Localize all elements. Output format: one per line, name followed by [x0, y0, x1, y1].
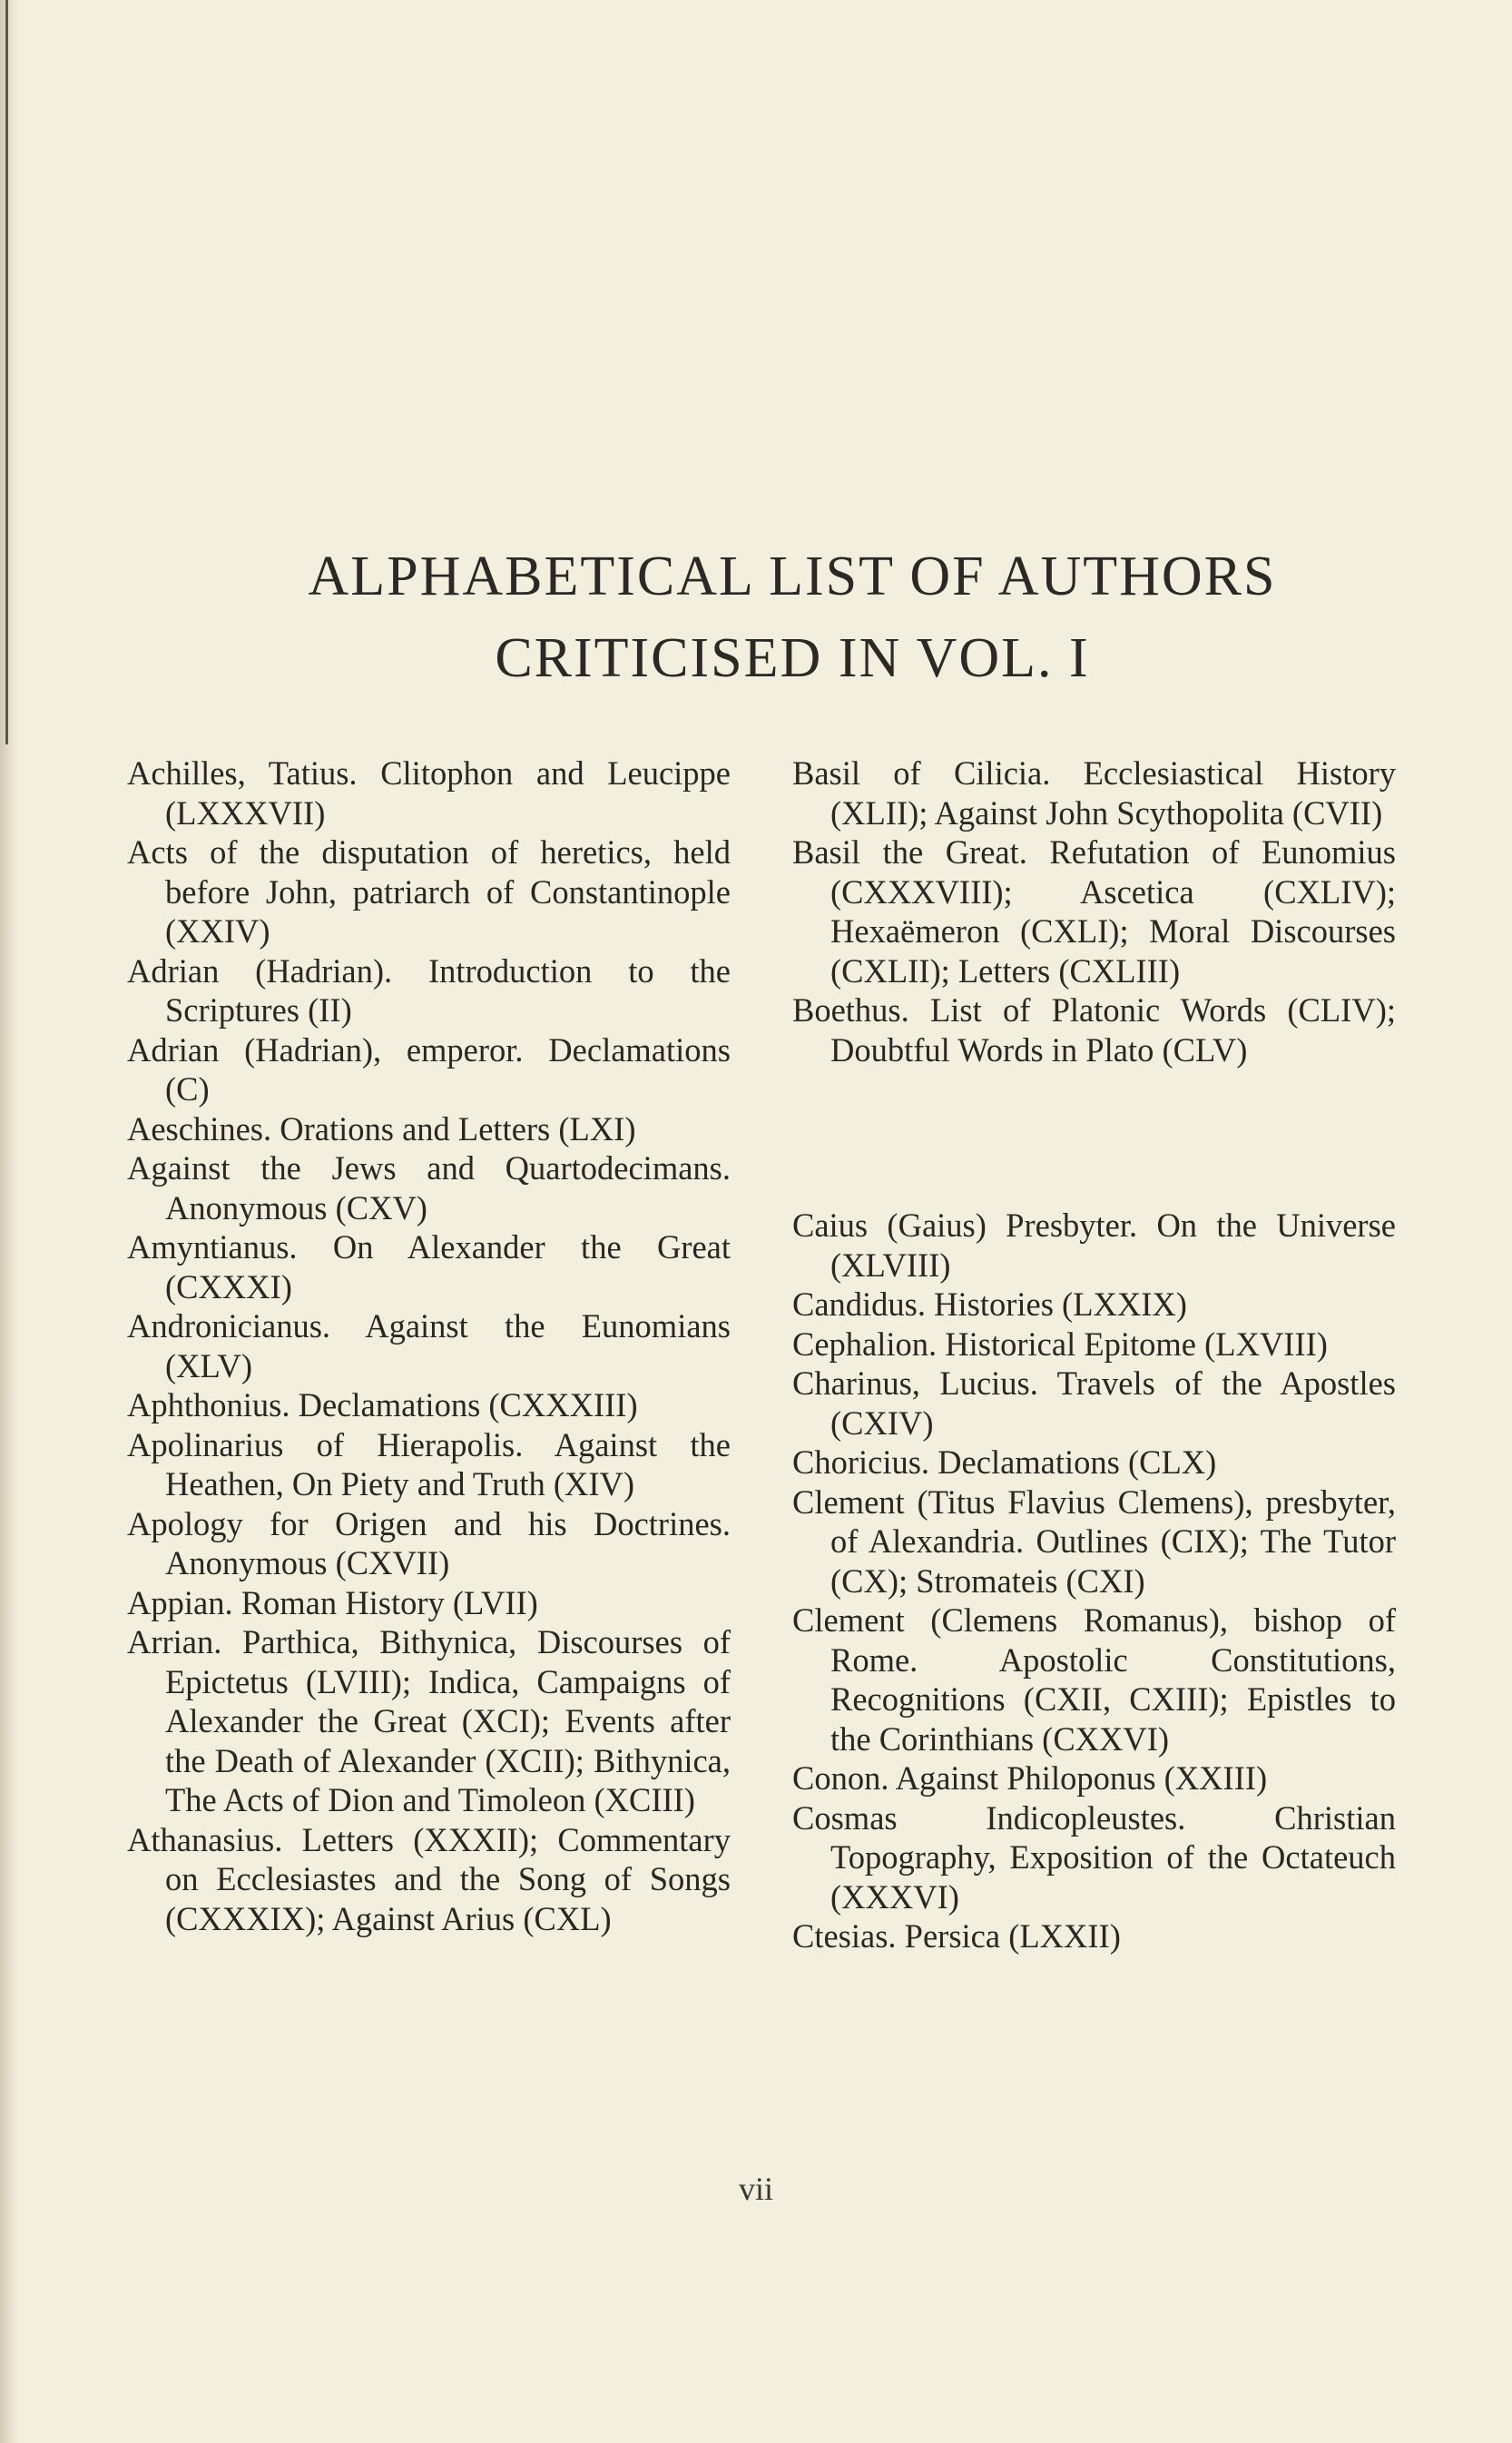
- list-item: Apolinarius of Hierapolis. Against the Heathen, On Piety and Truth (XIV): [127, 1425, 731, 1502]
- list-item: Ctesias. Persica (LXXII): [792, 1917, 1121, 1955]
- list-item: Choricius. Declamations (CLX): [792, 1443, 1217, 1481]
- left-column: [127, 754, 731, 1938]
- list-item: Cephalion. Historical Epitome (LXVIII): [792, 1325, 1328, 1363]
- binding-shadow-line: [5, 0, 8, 744]
- list-item: Arrian. Parthica, Bithynica, Discourses of Epictetus (LVIII); Indica, Campaigns of Alexander the Great (XCI); Events after the Death of Alexander (XCII); Bithynica, The Acts of Dion and Timoleon (XCIII): [127, 1623, 731, 1818]
- page-binding-edge: [0, 0, 20, 2443]
- list-item: Clement (Titus Flavius Clemens), presbyter, of Alexandria. Outlines (CIX); The Tutor (CX); Stromateis (CXI): [792, 1483, 1396, 1600]
- list-item: Acts of the disputation of heretics, held before John, patriarch of Constantinople (XXIV): [127, 833, 731, 950]
- list-item: Amyntianus. On Alexander the Great (CXXXI): [127, 1228, 731, 1305]
- list-item: Appian. Roman History (LVII): [127, 1583, 538, 1621]
- list-item: Boethus. List of Platonic Words (CLIV); Doubtful Words in Plato (CLV): [792, 991, 1396, 1069]
- list-item: Against the Jews and Quartodecimans. Anonymous (CXV): [127, 1149, 731, 1226]
- right-column: [792, 754, 1396, 1956]
- letter-section-gap: [792, 1069, 1396, 1206]
- list-item: Candidus. Histories (LXXIX): [792, 1286, 1187, 1323]
- list-item: Achilles, Tatius. Clitophon and Leucippe (LXXXVII): [127, 754, 731, 832]
- list-item: Basil of Cilicia. Ecclesiastical History (XLII); Against John Scythopolita (CVII): [792, 754, 1396, 832]
- page-title-line-1: ALPHABETICAL LIST OF AUTHORS: [308, 546, 1277, 607]
- page-title-line-2: CRITICISED IN VOL. I: [495, 627, 1090, 689]
- list-item: Basil the Great. Refutation of Eunomius (CXXXVIII); Ascetica (CXLIV); Hexaëmeron (CXLI); Moral Discourses (CXLII); Letters (CXLIII): [792, 833, 1396, 990]
- list-item: Conon. Against Philoponus (XXIII): [792, 1759, 1268, 1797]
- list-item: Charinus, Lucius. Travels of the Apostles (CXIV): [792, 1364, 1396, 1442]
- list-item: Apology for Origen and his Doctrines. Anonymous (CXVII): [127, 1504, 731, 1581]
- list-item: Cosmas Indicopleustes. Christian Topography, Exposition of the Octateuch (XXXVI): [792, 1798, 1396, 1916]
- list-item: Adrian (Hadrian). Introduction to the Scriptures (II): [127, 951, 731, 1029]
- list-item: Caius (Gaius) Presbyter. On the Universe (XLVIII): [792, 1207, 1396, 1284]
- list-item: Athanasius. Letters (XXXII); Commentary on Ecclesiastes and the Song of Songs (CXXXIX); Against Arius (CXL): [127, 1820, 731, 1937]
- list-item: Aeschines. Orations and Letters (LXI): [127, 1109, 636, 1148]
- list-item: Andronicianus. Against the Eunomians (XLV): [127, 1307, 731, 1384]
- list-item: Aphthonius. Declamations (CXXXIII): [127, 1386, 638, 1423]
- list-item: Clement (Clemens Romanus), bishop of Rome. Apostolic Constitutions, Recognitions (CXII, CXIII); Epistles to the Corinthians (CXXVI): [792, 1601, 1396, 1758]
- list-item: Adrian (Hadrian), emperor. Declamations (C): [127, 1030, 731, 1108]
- page-number: vii: [738, 2171, 773, 2207]
